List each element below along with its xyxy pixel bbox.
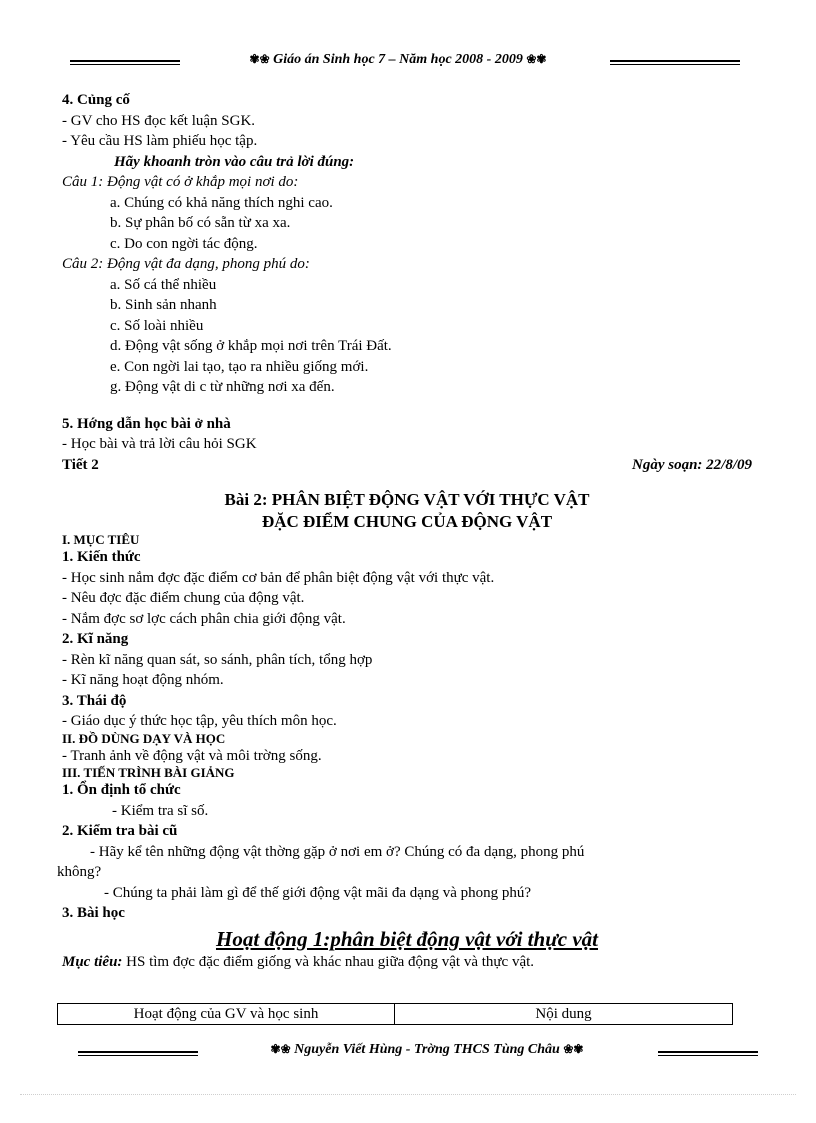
text-line: - Chúng ta phải làm gì để thế giới động vật mãi đa dạng và phong phú? bbox=[104, 884, 532, 901]
document-body bbox=[57, 90, 752, 972]
option-line: b. Sự phân bố có sẵn từ xa xa. bbox=[110, 215, 291, 231]
option-line: b. Sinh sản nhanh bbox=[110, 297, 217, 313]
page-header bbox=[70, 52, 740, 74]
text-line: - Kiểm tra sĩ số. bbox=[112, 802, 209, 819]
table-header-cell: Hoạt động của GV và học sinh bbox=[58, 1004, 395, 1024]
text-line: - Tranh ảnh về động vật và môi trờng sống. bbox=[62, 747, 322, 764]
page-footer bbox=[78, 1042, 758, 1064]
subsection-heading: 2. Kiểm tra bài cũ bbox=[62, 823, 178, 839]
text-line: - Nắm đợc sơ lợc cách phân chia giới động vật. bbox=[62, 610, 346, 627]
activity-heading: Hoạt động 1:phân biệt động vật với thực vật bbox=[215, 926, 599, 951]
footer-text: ✾❀ Nguyễn Viết Hùng - Trờng THCS Tùng Châu ❀✾ bbox=[270, 1042, 584, 1057]
text-line: - Kĩ năng hoạt động nhóm. bbox=[62, 672, 224, 688]
text-line: - Yêu cầu HS làm phiếu học tập. bbox=[62, 133, 258, 149]
text-line: - Giáo dục ý thức học tập, yêu thích môn học. bbox=[62, 713, 337, 729]
header-rule-left bbox=[70, 60, 180, 65]
option-line: a. Số cá thể nhiều bbox=[110, 276, 217, 293]
option-line: c. Số loài nhiều bbox=[110, 317, 204, 334]
section-heading: II. ĐỒ DÙNG DẠY VÀ HỌC bbox=[62, 730, 226, 746]
footer-rule-left bbox=[78, 1051, 198, 1056]
subsection-heading: 2. Kĩ năng bbox=[62, 631, 129, 647]
option-line: a. Chúng có khả năng thích nghi cao. bbox=[110, 194, 333, 211]
footer-rule-right bbox=[658, 1051, 758, 1056]
text-line: - Học sinh nắm đợc đặc điểm cơ bản để phân biệt động vật với thực vật. bbox=[62, 569, 495, 586]
header-title: ✾❀ Giáo án Sinh học 7 – Năm học 2008 - 2009 ❀✾ bbox=[249, 52, 547, 67]
question-1: Câu 1: Động vật có ở khắp mọi nơi do: bbox=[62, 174, 299, 190]
ornament-icon: ✾❀ bbox=[249, 52, 270, 66]
ornament-icon: ❀✾ bbox=[526, 52, 547, 66]
subsection-heading: 3. Bài học bbox=[62, 905, 125, 921]
text-line: không? bbox=[57, 864, 102, 880]
option-line: c. Do con ngời tác động. bbox=[110, 235, 258, 252]
subsection-heading: 1. Ổn định tổ chức bbox=[62, 782, 181, 798]
ornament-icon: ❀✾ bbox=[563, 1042, 584, 1056]
page-bottom-dotted-line bbox=[20, 1094, 796, 1095]
lesson-title-2: ĐẶC ĐIỂM CHUNG CỦA ĐỘNG VẬT bbox=[261, 512, 553, 531]
question-2: Câu 2: Động vật đa dạng, phong phú do: bbox=[62, 256, 310, 272]
subsection-heading: 3. Thái độ bbox=[62, 692, 127, 709]
objective-line bbox=[62, 952, 752, 973]
objective-text: HS tìm đợc đặc điểm giống và khác nhau giữa động vật và thực vật. bbox=[122, 953, 535, 970]
text-line: - GV cho HS đọc kết luận SGK. bbox=[62, 112, 256, 129]
text-line: - Rèn kĩ năng quan sát, so sánh, phân tích, tổng hợp bbox=[62, 651, 373, 668]
option-line: d. Động vật sống ở khắp mọi nơi trên Trái Đất. bbox=[110, 338, 392, 354]
lesson-number: Tiết 2 bbox=[62, 456, 99, 473]
option-line: g. Động vật di c từ những nơi xa đến. bbox=[110, 379, 335, 395]
text-line: - Học bài và trả lời câu hỏi SGK bbox=[62, 436, 257, 452]
option-line: e. Con ngời lai tạo, tạo ra nhiều giống mới. bbox=[110, 358, 369, 375]
header-rule-right bbox=[610, 60, 740, 65]
subsection-heading: 1. Kiến thức bbox=[62, 549, 141, 565]
section-heading: 5. Hớng dẫn học bài ở nhà bbox=[62, 415, 231, 432]
lesson-meta-row bbox=[62, 455, 752, 476]
table-header-cell: Nội dung bbox=[535, 1006, 592, 1022]
text-line: - Nêu đợc đặc điểm chung của động vật. bbox=[62, 590, 305, 606]
section-heading: III. TIẾN TRÌNH BÀI GIẢNG bbox=[62, 765, 235, 780]
objective-label: Mục tiêu: bbox=[62, 953, 123, 970]
lesson-date: Ngày soạn: 22/8/09 bbox=[632, 456, 752, 473]
lesson-title-1: Bài 2: PHÂN BIỆT ĐỘNG VẬT VỚI THỰC VẬT bbox=[224, 490, 590, 509]
text-line: - Hãy kể tên những động vật thờng gặp ở nơi em ở? Chúng có đa dạng, phong phú bbox=[90, 843, 585, 860]
ornament-icon: ✾❀ bbox=[270, 1042, 291, 1056]
activity-table-header bbox=[57, 1003, 733, 1025]
section-heading: 4. Củng cố bbox=[62, 92, 130, 108]
instruction-line: Hãy khoanh tròn vào câu trả lời đúng: bbox=[114, 153, 355, 170]
section-heading: I. MỤC TIÊU bbox=[62, 532, 140, 547]
